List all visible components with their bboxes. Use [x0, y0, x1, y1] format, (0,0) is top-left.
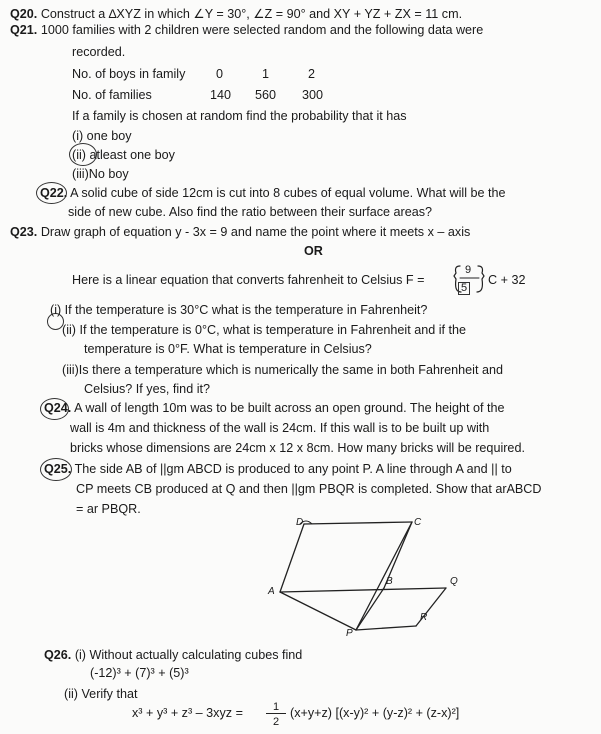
q23-number: Q23. — [10, 225, 38, 239]
q23-text: Draw graph of equation y - 3x = 9 and name the point where it meets x – axis — [40, 225, 471, 239]
q24-line3: bricks whose dimensions are 24cm x 12 x 8cm. How many bricks will be required. — [70, 441, 525, 455]
row1-label: No. of boys in family — [72, 67, 186, 81]
row2-label: No. of families — [72, 88, 152, 102]
q21-prompt: If a family is chosen at random find the probability that it has — [72, 109, 407, 123]
figure-label-a: A — [268, 586, 275, 597]
pen-circle-mark — [69, 143, 97, 166]
q25-text: The side AB of ||gm ABCD is produced to any point P. A line through A and || to — [74, 462, 512, 476]
q26-line1 — [44, 647, 302, 663]
figure-label-q: Q — [450, 576, 458, 587]
q25-line3: = ar PBQR. — [76, 502, 141, 516]
q24-number: Q24. — [44, 401, 72, 415]
q21-option-3: (iii)No boy — [72, 167, 129, 181]
row2-value: 140 — [210, 88, 232, 102]
figure-label-c: C — [414, 517, 422, 528]
q21-line2: recorded. — [72, 45, 126, 59]
row1-value: 2 — [308, 67, 316, 81]
q23-sub-2-cont: temperature is 0°F. What is temperature in Celsius? — [84, 342, 372, 356]
boxed-denominator: 5 — [458, 282, 470, 295]
figure-label-p: P — [346, 628, 353, 639]
row1-value: 0 — [216, 67, 224, 81]
q21-option-2: (ii) atleast one boy — [72, 148, 175, 162]
q26-frac-den: 2 — [272, 716, 280, 728]
q21-text: 1000 families with 2 children were selected random and the following data were — [40, 23, 484, 37]
figure-label-d: D — [296, 517, 304, 528]
q24-text: A wall of length 10m was to be built across an open ground. The height of the — [74, 401, 505, 415]
parallelogram-figure — [260, 512, 470, 642]
q23-sub-1: (i) If the temperature is 30°C what is the temperature in Fahrenheit? — [50, 303, 428, 317]
q26-expr2-lead: x³ + y³ + z³ – 3xyz = — [132, 706, 243, 720]
q26-part1: (i) Without actually calculating cubes find — [74, 648, 303, 662]
q23-sub-2: (ii) If the temperature is 0°C, what is temperature in Fahrenheit and if the — [62, 323, 467, 337]
q21-number: Q21. — [10, 23, 38, 37]
q24-line2: wall is 4m and thickness of the wall is 24cm. If this wall is to be built up with — [70, 421, 490, 435]
equation-tail: C + 32 — [488, 273, 526, 287]
q25-line1 — [44, 461, 512, 477]
q26-frac-num: 1 — [266, 701, 286, 714]
q24-line1 — [44, 400, 504, 416]
q23-sub-3: (iii)Is there a temperature which is numerically the same in both Fahrenheit and — [62, 363, 503, 377]
q22-line1 — [40, 185, 506, 201]
row1-value: 1 — [262, 67, 270, 81]
q21-line1 — [10, 22, 483, 38]
q23-sub-3-cont: Celsius? If yes, find it? — [84, 382, 210, 396]
q26-number: Q26. — [44, 648, 72, 662]
q22-text: A solid cube of side 12cm is cut into 8 cubes of equal volume. What will be the — [70, 186, 506, 200]
fraction-numerator: 9 — [464, 264, 472, 276]
q26-part2: (ii) Verify that — [64, 687, 138, 701]
q20-text: Construct a ∆XYZ in which ∠Y = 30°, ∠Z = 90° and XY + YZ + ZX = 11 cm. — [40, 7, 463, 21]
q22-number: Q22. — [40, 186, 68, 200]
q20-number: Q20. — [10, 7, 38, 21]
q26-expr2-tail: (x+y+z) [(x-y)² + (y-z)² + (z-x)²] — [290, 706, 460, 720]
q23-line — [10, 224, 470, 240]
or-separator: OR — [304, 244, 323, 258]
figure-label-r: R — [420, 612, 428, 623]
row2-value: 560 — [255, 88, 277, 102]
q25-line2: CP meets CB produced at Q and then ||gm PBQR is completed. Show that arABCD — [76, 482, 542, 496]
q23-alt-equation — [72, 272, 424, 288]
row2-value: 300 — [302, 88, 324, 102]
figure-label-b: B — [386, 576, 393, 587]
q20 — [10, 6, 462, 22]
equation-lead: Here is a linear equation that converts fahrenheit to Celsius F = — [72, 273, 425, 287]
q22-line2: side of new cube. Also find the ratio between their surface areas? — [68, 205, 433, 219]
fraction-denominator — [456, 282, 472, 295]
q25-number: Q25. — [44, 462, 72, 476]
q21-option-1: (i) one boy — [72, 129, 132, 143]
q26-expr1: (-12)³ + (7)³ + (5)³ — [90, 666, 189, 680]
